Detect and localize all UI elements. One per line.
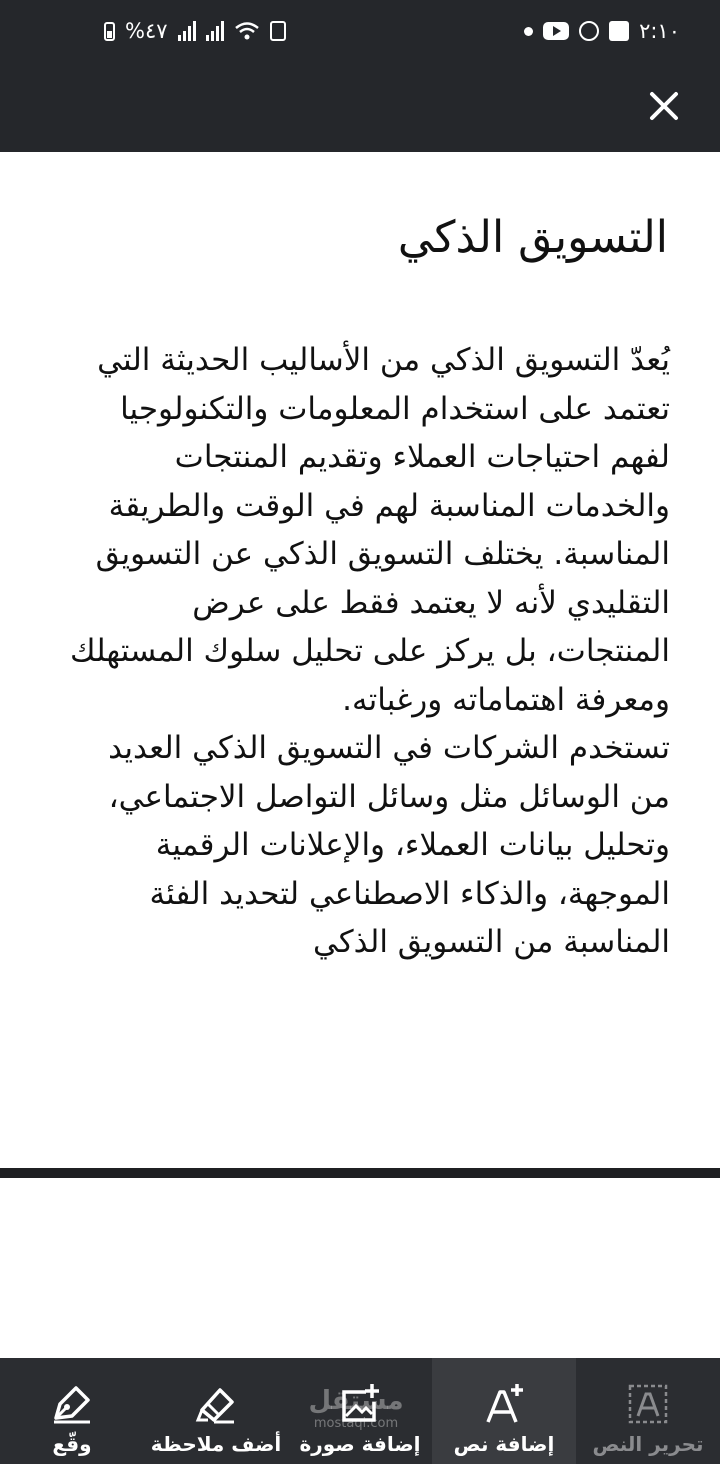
status-bar (0, 0, 720, 62)
sign-button[interactable] (0, 1358, 144, 1464)
document-body (70, 336, 670, 967)
document-page[interactable] (0, 152, 720, 1172)
add-image-icon (338, 1382, 382, 1426)
watermark-logo: مستقل mostaql.com (308, 1386, 404, 1431)
page-divider (0, 1168, 720, 1178)
add-note-label: أضف ملاحظة (150, 1432, 282, 1456)
whatsapp-icon (579, 21, 599, 41)
add-text-icon (482, 1382, 526, 1426)
sign-pen-icon (50, 1382, 94, 1426)
edit-text-icon (626, 1382, 670, 1426)
app-bar (0, 62, 720, 152)
sign-label: وقّع (52, 1432, 92, 1456)
edit-text-label: تحرير النص (592, 1432, 704, 1456)
paragraph-1: يُعدّ التسويق الذكي من الأساليب الحديثة التي تعتمد على استخدام المعلومات والتكنولوجيا لفهم احتياجات العملاء وتقديم المنتجات والخدمات المناسبة لهم في الوقت والطريقة المناسبة. يختلف التسويق الذكي عن التسويق التقليدي لأنه لا يعتمد فقط على عرض المنتجات، بل يركز على تحليل سلوك المستهلك ومعرفة اهتماماته ورغباته. (70, 342, 670, 718)
close-icon (642, 84, 686, 128)
document-title: التسويق الذكي (397, 212, 668, 263)
edit-text-button[interactable] (576, 1358, 720, 1464)
gallery-icon (609, 21, 629, 41)
notification-icons (524, 16, 680, 46)
notification-dot-icon (524, 27, 533, 36)
paragraph-2: تستخدم الشركات في التسويق الذكي العديد من الوسائل مثل وسائل التواصل الاجتماعي، وتحليل بيانات العملاء، والإعلانات الرقمية الموجهة، والذكاء الاصطناعي لتحديد الفئة المناسبة من التسويق الذكي (108, 730, 670, 960)
highlighter-icon (194, 1382, 238, 1426)
add-text-button[interactable] (432, 1358, 576, 1464)
add-note-button[interactable] (144, 1358, 288, 1464)
youtube-icon (543, 22, 569, 40)
close-button[interactable] (642, 84, 686, 128)
battery-icon (104, 22, 115, 41)
signal-icon-2 (206, 21, 224, 41)
battery-level: %٤٧ (125, 19, 168, 43)
status-indicators (104, 16, 286, 46)
add-image-label: إضافة صورة (299, 1432, 421, 1456)
edit-toolbar (0, 1358, 720, 1464)
add-text-label: إضافة نص (453, 1432, 555, 1456)
wifi-icon (234, 21, 260, 41)
data-saver-icon (270, 21, 286, 41)
signal-icon (178, 21, 196, 41)
add-image-button[interactable] (288, 1358, 432, 1464)
clock: ٢:١٠ (639, 19, 680, 43)
